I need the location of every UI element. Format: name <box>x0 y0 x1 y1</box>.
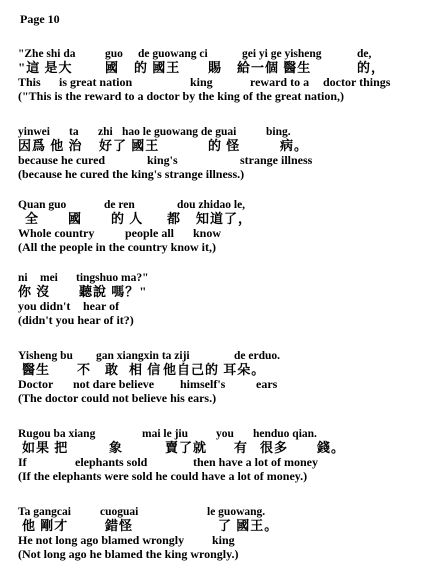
translation-line: (The doctor could not believe his ears.) <box>18 391 217 405</box>
gloss-line-word: people all <box>125 226 175 240</box>
pinyin-line-word: mai le jiu <box>142 428 188 440</box>
gloss-line-word: king's <box>147 153 178 167</box>
hanzi-line-word: 他自己的 耳朵。 <box>163 362 266 377</box>
gloss-line-word: know <box>193 226 222 240</box>
pinyin-line-word: mei <box>40 272 58 284</box>
translation-line: (If the elephants were sold he could have a lot of money.) <box>18 469 308 483</box>
pinyin-line-word: de, <box>357 48 372 60</box>
hanzi-line-word: 相 信 <box>129 362 162 377</box>
sentence-block <box>18 505 418 561</box>
hanzi-line-word: 很多 <box>260 440 289 455</box>
translation-line: ("This is the reward to a doctor by the king of the great nation,) <box>18 89 344 103</box>
hanzi-line-word: 錢。 <box>317 440 346 455</box>
gloss-line <box>18 377 418 391</box>
pinyin-line-word: zhi <box>98 126 113 138</box>
pinyin-line-word: Rugou ba xiang <box>18 428 96 440</box>
hanzi-line-word: 病。 <box>280 138 309 153</box>
gloss-line <box>18 226 418 240</box>
sentence-block <box>18 271 418 327</box>
pinyin-line-word: "Zhe shi da <box>18 48 76 60</box>
pinyin-line-word: dou zhidao le, <box>177 199 246 211</box>
gloss-line-word: you didn't <box>18 299 71 313</box>
hanzi-line-word: 因爲 他 治 <box>18 138 83 153</box>
pinyin-line-word: gan xiangxin ta ziji <box>96 350 190 362</box>
pinyin-line <box>18 427 418 441</box>
pinyin-line <box>18 47 418 61</box>
gloss-line-word: Whole country <box>18 226 95 240</box>
hanzi-line <box>18 285 418 299</box>
gloss-line-word: himself's <box>180 377 226 391</box>
gloss-line-word: reward to a <box>250 75 310 89</box>
page-number: Page 10 <box>20 12 60 26</box>
pinyin-line <box>18 349 418 363</box>
hanzi-line <box>18 441 418 455</box>
hanzi-line-word: 象 <box>109 440 124 455</box>
hanzi-line <box>18 61 418 75</box>
hanzi-line-word: 聽說 嗎？" <box>79 284 148 299</box>
sentence-block <box>18 47 418 103</box>
pinyin-line-word: yinwei <box>18 126 50 138</box>
gloss-line-word: is great nation <box>59 75 133 89</box>
gloss-line-word: This <box>18 75 41 89</box>
sentence-block <box>18 427 418 483</box>
pinyin-line <box>18 198 418 212</box>
pinyin-line-word: Quan guo <box>18 199 67 211</box>
pinyin-line-word: bing. <box>266 126 291 138</box>
gloss-line <box>18 153 418 167</box>
hanzi-line-word: 他 剛才 <box>22 518 69 533</box>
gloss-line <box>18 299 418 313</box>
pinyin-line-word: cuoguai <box>100 506 139 518</box>
pinyin-line-word: ni <box>18 272 28 284</box>
hanzi-line-word: 給一個 醫生 <box>237 60 312 75</box>
hanzi-line-word: 全 <box>25 211 40 226</box>
gloss-line-word: If <box>18 455 27 469</box>
pinyin-line-word: henduo qian. <box>253 428 317 440</box>
pinyin-line-word: de erduo. <box>234 350 280 362</box>
pinyin-line-word: hao le guowang de guai <box>122 126 237 138</box>
gloss-line <box>18 455 418 469</box>
hanzi-line-word: 的 人 <box>111 211 144 226</box>
hanzi-line-word: 知道了， <box>196 211 253 226</box>
pinyin-line-word: de ren <box>104 199 135 211</box>
pinyin-line-word: guo <box>105 48 123 60</box>
hanzi-line-word: 賣了就 <box>165 440 208 455</box>
hanzi-line-word: 如果 把 <box>22 440 69 455</box>
hanzi-line-word: 不 <box>77 362 92 377</box>
pinyin-line-word: de guowang ci <box>138 48 208 60</box>
pinyin-line-word: ta <box>69 126 79 138</box>
hanzi-line-word: 你 沒 <box>18 284 51 299</box>
hanzi-line-word: "這 是大 <box>18 60 73 75</box>
hanzi-line <box>18 212 418 226</box>
pinyin-line-word: you <box>216 428 234 440</box>
hanzi-line-word: 的， <box>357 60 386 75</box>
pinyin-line-word: le guowang. <box>207 506 266 518</box>
gloss-line-word: strange illness <box>240 153 313 167</box>
gloss-line-word: He not long ago blamed wrongly <box>18 533 185 547</box>
pinyin-line-word: Ta gangcai <box>18 506 71 518</box>
hanzi-line-word: 的 怪 <box>208 138 241 153</box>
gloss-line-word: not dare believe <box>73 377 155 391</box>
hanzi-line-word: 國 <box>68 211 83 226</box>
hanzi-line-word: 有 <box>234 440 249 455</box>
gloss-line-word: king <box>190 75 213 89</box>
translation-line: (because he cured the king's strange illness.) <box>18 167 245 181</box>
hanzi-line-word: 醫生 <box>22 362 51 377</box>
gloss-line-word: because he cured <box>18 153 106 167</box>
gloss-line <box>18 533 418 547</box>
pinyin-line-word: Yisheng bu <box>18 350 73 362</box>
gloss-line-word: ears <box>256 377 278 391</box>
hanzi-line-word: 賜 <box>208 60 223 75</box>
gloss-line-word: hear of <box>83 299 120 313</box>
hanzi-line <box>18 519 418 533</box>
hanzi-line-word: 國 <box>105 60 120 75</box>
sentence-block <box>18 125 418 181</box>
gloss-line-word: then have a lot of money <box>193 455 318 469</box>
translation-line: (didn't you hear of it?) <box>18 313 134 327</box>
translation-line: (Not long ago he blamed the king wrongly.) <box>18 547 239 561</box>
pinyin-line <box>18 505 418 519</box>
gloss-line <box>18 75 418 89</box>
hanzi-line-word: 了 國王。 <box>218 518 279 533</box>
sentence-block <box>18 349 418 405</box>
gloss-line-word: king <box>212 533 235 547</box>
hanzi-line-word: 都 <box>167 211 182 226</box>
hanzi-line-word: 敢 <box>105 362 120 377</box>
hanzi-line <box>18 363 418 377</box>
hanzi-line <box>18 139 418 153</box>
pinyin-line-word: tingshuo ma?" <box>76 272 149 284</box>
gloss-line-word: elephants sold <box>75 455 148 469</box>
sentence-block <box>18 198 418 254</box>
pinyin-line <box>18 125 418 139</box>
translation-line: (All the people in the country know it,) <box>18 240 216 254</box>
pinyin-line-word: gei yi ge yisheng <box>242 48 322 60</box>
gloss-line-word: doctor things <box>323 75 391 89</box>
hanzi-line-word: 的 國王 <box>134 60 181 75</box>
hanzi-line-word: 好了 國王 <box>99 138 160 153</box>
pinyin-line <box>18 271 418 285</box>
gloss-line-word: Doctor <box>18 377 54 391</box>
hanzi-line-word: 錯怪 <box>105 518 134 533</box>
